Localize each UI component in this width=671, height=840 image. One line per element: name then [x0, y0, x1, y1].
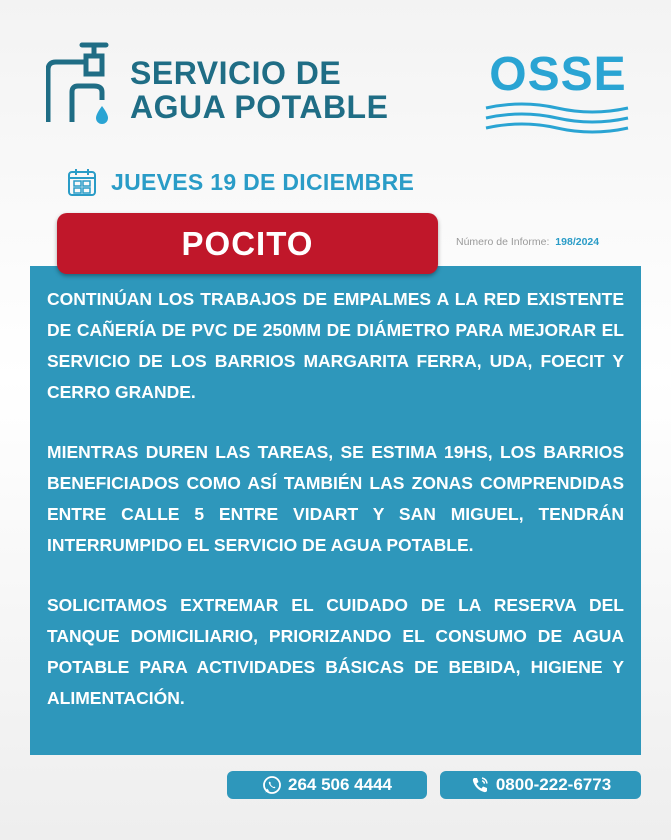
whatsapp-number: 264 506 4444 [288, 775, 392, 794]
report-value: 198/2024 [555, 236, 600, 248]
brand-name: OSSE [489, 48, 627, 101]
whatsapp-contact[interactable] [227, 771, 427, 799]
date-label: JUEVES 19 DE DICIEMBRE [111, 168, 415, 195]
announcement-text [47, 284, 624, 743]
osse-logo [478, 48, 638, 134]
waves-icon [482, 98, 632, 134]
phone-icon [470, 775, 490, 795]
report-number [456, 236, 599, 248]
whatsapp-icon [262, 775, 282, 795]
date-row [67, 166, 414, 198]
phone-number: 0800-222-6773 [495, 775, 612, 794]
faucet-icon [46, 40, 126, 126]
calendar-icon [67, 167, 97, 197]
report-label: Número de Informe: [456, 236, 550, 248]
title-line-1: SERVICIO DE [130, 55, 342, 91]
paragraph-2: MIENTRAS DUREN LAS TAREAS, SE ESTIMA 19HS, LOS BARRIOS BENEFICIADOS COMO ASÍ TAMBIÉN LAS ZONAS COMPRENDIDAS ENTRE CALLE 5 ENTRE VIDART Y SAN MIGUEL, TENDRÁN INTERRUMPIDO EL SERVICIO DE AGUA POTABLE. [47, 442, 624, 555]
page-title [130, 56, 430, 124]
paragraph-3: SOLICITAMOS EXTREMAR EL CUIDADO DE LA RESERVA DEL TANQUE DOMICILIARIO, PRIORIZANDO EL CONSUMO DE AGUA POTABLE PARA ACTIVIDADES BÁSICAS DE BEBIDA, HIGIENE Y ALIMENTACIÓN. [47, 595, 624, 708]
title-line-2: AGUA POTABLE [130, 89, 389, 125]
phone-contact[interactable] [440, 771, 641, 799]
location-badge: POCITO [57, 213, 438, 274]
paragraph-1: CONTINÚAN LOS TRABAJOS DE EMPALMES A LA RED EXISTENTE DE CAÑERÍA DE PVC DE 250MM DE DIÁMETRO PARA MEJORAR EL SERVICIO DE LOS BARRIOS MARGARITA FERRA, UDA, FOECIT Y CERRO GRANDE. [47, 289, 624, 402]
